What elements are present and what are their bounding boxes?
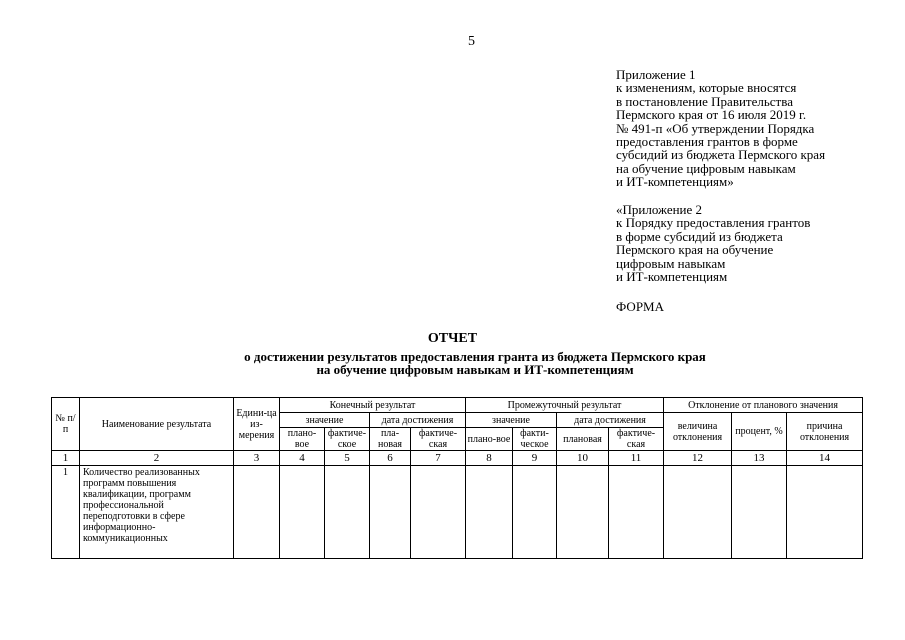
column-number: 10 — [557, 451, 609, 466]
header-unit: Едини-ца из-мерения — [234, 398, 280, 451]
report-title: ОТЧЕТ — [427, 331, 478, 346]
form-label: ФОРМА — [616, 299, 664, 314]
annex-1-line: к изменениям, которые вносятся — [616, 80, 797, 96]
column-number: 7 — [411, 451, 466, 466]
header-name: Наименование результата — [80, 398, 234, 451]
subtitle-line: о достижении результатов предоставления гранта из бюджета Пермского края — [244, 349, 706, 364]
column-number: 13 — [732, 451, 787, 466]
empty-cell — [280, 466, 325, 559]
annex-1-line: предоставления грантов в форме — [616, 134, 798, 150]
header-interim-plan: плано-вое — [466, 428, 513, 451]
column-number: 6 — [370, 451, 411, 466]
empty-cell — [325, 466, 370, 559]
header-final-date: дата достижения — [370, 413, 466, 428]
column-number: 12 — [664, 451, 732, 466]
header-deviation: Отклонение от планового значения — [664, 398, 863, 413]
header-interim-date: дата достижения — [557, 413, 664, 428]
row-name: Количество реализованных программ повышения квалификации, программ профессиональной переподготовки в сфере информационно-коммуникационных — [80, 466, 234, 559]
page-number: 5 — [468, 34, 475, 49]
empty-cell — [411, 466, 466, 559]
subtitle-line: на обучение цифровым навыкам и ИТ-компетенциям — [316, 362, 634, 377]
header-num: № п/п — [52, 398, 80, 451]
header-deviation-percent: процент, % — [732, 413, 787, 451]
empty-cell — [513, 466, 557, 559]
annex-1-line: Пермского края от 16 июля 2019 г. — [616, 107, 807, 123]
annex-1-line: № 491-п «Об утверждении Порядка — [616, 120, 815, 136]
column-number: 5 — [325, 451, 370, 466]
annex-2-line: Пермского края на обучение — [616, 242, 774, 258]
header-interim-plan-date: плановая — [557, 428, 609, 451]
column-number: 1 — [52, 451, 80, 466]
row-num: 1 — [52, 466, 80, 559]
empty-cell — [664, 466, 732, 559]
annex-2-line: в форме субсидий из бюджета — [616, 228, 783, 244]
column-number: 2 — [80, 451, 234, 466]
empty-cell — [557, 466, 609, 559]
annex-1-line: субсидий из бюджета Пермского края — [616, 147, 826, 163]
empty-cell — [609, 466, 664, 559]
empty-cell — [234, 466, 280, 559]
annex-1-line: и ИТ-компетенциям» — [616, 174, 734, 190]
header-final-result: Конечный результат — [280, 398, 466, 413]
header-final-plan: плано-вое — [280, 428, 325, 451]
column-number: 11 — [609, 451, 664, 466]
column-number: 4 — [280, 451, 325, 466]
header-interim-result: Промежуточный результат — [466, 398, 664, 413]
report-table — [51, 397, 863, 559]
column-number: 3 — [234, 451, 280, 466]
annex-2-line: к Порядку предоставления грантов — [616, 215, 811, 231]
report-subtitle — [0, 350, 905, 376]
annex-1-line: на обучение цифровым навыкам — [616, 160, 796, 176]
header-deviation-reason: причина отклонения — [787, 413, 863, 451]
annex-1-line: Приложение 1 — [616, 67, 696, 82]
column-number: 14 — [787, 451, 863, 466]
header-final-value: значение — [280, 413, 370, 428]
column-number: 8 — [466, 451, 513, 466]
empty-cell — [732, 466, 787, 559]
annex-1-line: в постановление Правительства — [616, 93, 793, 109]
table-row — [52, 466, 863, 559]
empty-cell — [370, 466, 411, 559]
header-final-fact-date: фактиче-ская — [411, 428, 466, 451]
annex-2-block — [616, 203, 901, 283]
annex-2-line: цифровым навыкам — [616, 255, 726, 271]
header-deviation-size: величина отклонения — [664, 413, 732, 451]
empty-cell — [787, 466, 863, 559]
empty-cell — [466, 466, 513, 559]
annex-1-block — [616, 68, 901, 189]
header-final-fact: фактиче-ское — [325, 428, 370, 451]
header-interim-fact: факти-ческое — [513, 428, 557, 451]
header-final-plan-date: пла-новая — [370, 428, 411, 451]
annex-2-line: «Приложение 2 — [616, 202, 703, 217]
header-interim-fact-date: фактиче-ская — [609, 428, 664, 451]
column-number-row — [52, 451, 863, 466]
header-interim-value: значение — [466, 413, 557, 428]
annex-2-line: и ИТ-компетенциям — [616, 269, 728, 285]
column-number: 9 — [513, 451, 557, 466]
